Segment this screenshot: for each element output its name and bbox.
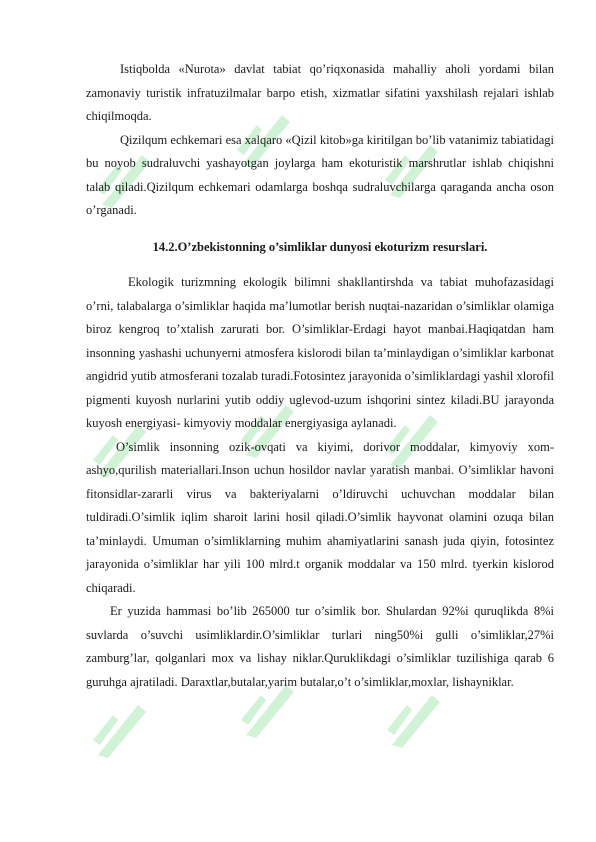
watermark-logo-icon <box>382 690 442 750</box>
paragraph-echkemar: Qizilqum echkemari esa xalqaro «Qizil kitob»ga kiritilgan bo’lib vatanimiz tabiatidagi bu noyob sudraluvchi yashayotgan joylarga ham ekoturistik marshrutlar ishlab chiqishni talab qiladi.Qizilqum echkemari odamlarga boshqa sudraluvchilarga qaraganda ancha oson o’rganadi. <box>86 132 554 217</box>
section-heading: 14.2.O’zbekistonning o’simliklar dunyosi ekoturizm resurslari. <box>152 239 488 254</box>
document-body <box>86 58 554 694</box>
paragraph-osimlik-ahamiyati: O’simlik insonning ozik-ovqati va kiyimi, dorivor moddalar, kimyoviy xom-ashyo,qurilish materiallari.Inson uchun hosildor navlar yaratish manbai. O’simliklar havoni fitonsidlar-zararli virus va bakteriyalarni o’ldiruvchi uchuvchan moddalar bilan tuldiradi.O’simlik iqlim sharoit larini hosil qiladi.O’simlik hayvonat olamini ozuqa bilan ta’minlaydi. Umuman o’simliklarning muhim ahamiyatlarini sanash juda qiyin, fotosintez jarayonida o’simliklar har yili 100 mlrd.t organik moddalar va 150 mlrd. tyerkin kislorod chiqaradi. <box>86 439 554 595</box>
paragraph-nurota: Istiqbolda «Nurota» davlat tabiat qo’riqxonasida mahalliy aholi yordami bilan zamonaviy turistik infratuzilmalar barpo etish, xizmatlar sifatini yaxshilash rejalari ishlab chiqilmoqda. <box>86 62 554 123</box>
watermark-logo-icon <box>88 700 148 760</box>
paragraph-osimlik-turlari: Er yuzida hammasi bo’lib 265000 tur o’simlik bor. Shulardan 92%i quruqlikda 8%i suvlarda o’suvchi usimliklardir.O’simliklar turlari ning50%i gulli o’simliklar,27%i zamburg’lar, qolganlari mox va lishay niklar.Quruklikdagi o’simliklar tuzilishiga qarab 6 guruhga ajratiladi. Daraxtlar,butalar,yarim butalar,o’t o’simliklar,moxlar, lishayniklar. <box>86 604 554 689</box>
paragraph-ekologik-turizm: Ekologik turizmning ekologik bilimni shakllantirshda va tabiat muhofazasidagi o’rni, talabalarga o’simliklar haqida ma’lumotlar berish nuqtai-nazaridan o’simliklar olamiga biroz kengroq to’xtalish zarurati bor. O’simliklar-Erdagi hayot manbai.Haqiqatdan ham insonning yashashi uchunyerni atmosfera kislorodi bilan ta’minlaydigan o’simliklar karbonat angidrid yutib atmosferani tozalab turadi.Fotosintez jarayonida o’simliklardagi yashil xlorofil pigmenti kuyosh nurlarini yutib oddiy uglevod-uzum ishqorini sintez kiladi.BU jarayonda kuyosh energiyasi- kimyoviy moddalar energiyasiga aylanadi. <box>86 275 554 430</box>
